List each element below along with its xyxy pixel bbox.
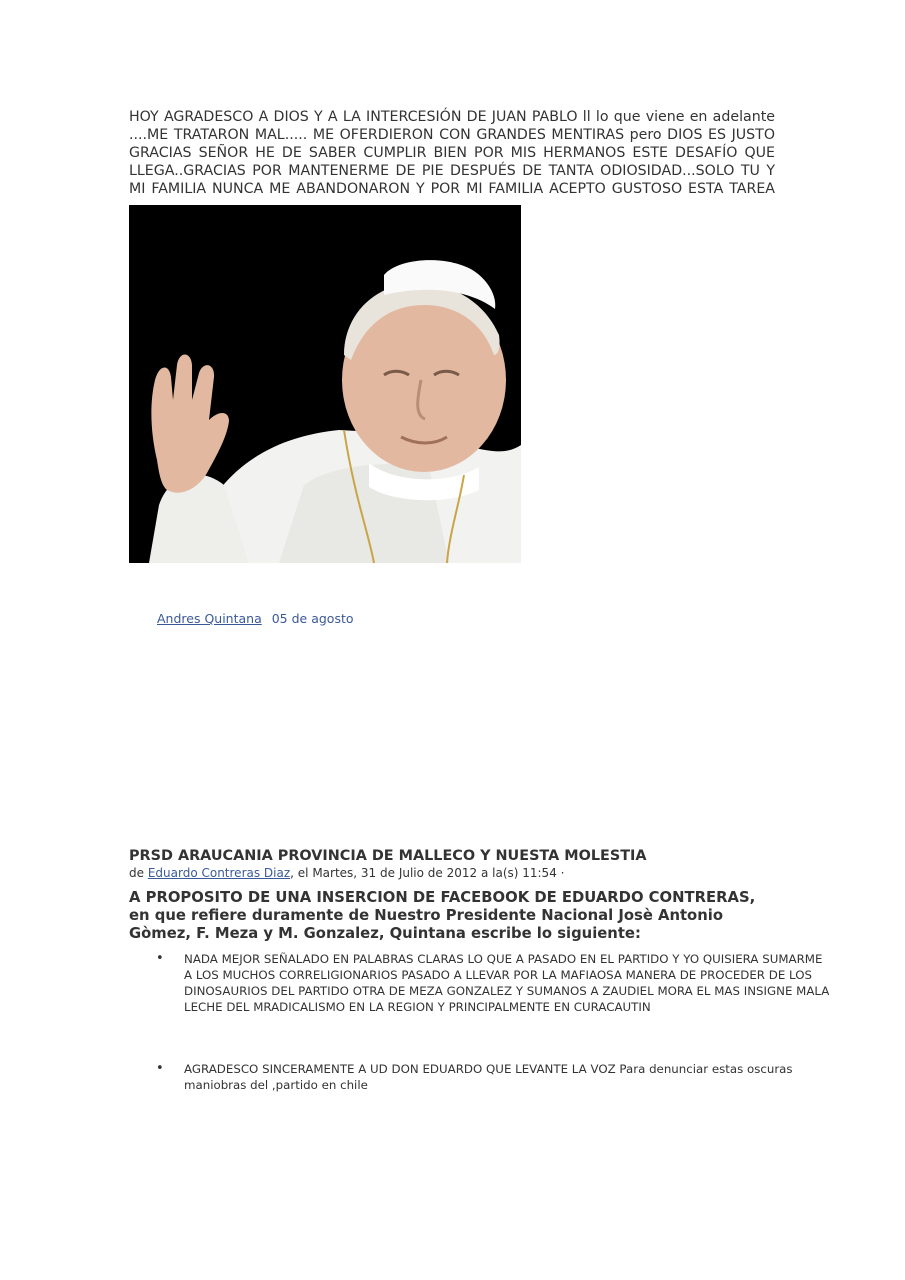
intro-paragraph: HOY AGRADESCO A DIOS Y A LA INTERCESIÓN DE JUAN PABLO ll lo que viene en adelante ....ME TRATARON MAL..... ME OFERDIERON CON GRANDES MENTIRAS pero DIOS ES JUSTO GRACIAS SEÑOR HE DE SABER CUMPLIR BIEN POR MIS HERMANOS ESTE DESAFÍO QUE LLEGA..GRACIAS POR MANTENERME DE PIE DESPUÉS DE TANTA ODIOSIDAD...SOLO TU Y MI FAMILIA NUNCA ME ABANDONARON Y POR MI FAMILIA ACEPTO GUSTOSO ESTA TAREA: [129, 109, 775, 197]
post-author-link[interactable]: Eduardo Contreras Diaz: [147, 866, 291, 880]
list-item: [129, 951, 834, 1015]
bullet-marker: •: [156, 951, 164, 966]
post-headline: A PROPOSITO DE UNA INSERCION DE FACEBOOK DE EDUARDO CONTRERAS, en que refiere duramente de Nuestro Presidente Nacional Josè Antonio Gòmez, F. Meza y M. Gonzalez, Quintana escribe lo siguiente:: [129, 889, 756, 942]
list-item-text: NADA MEJOR SEÑALADO EN PALABRAS CLARAS LO QUE A PASADO EN EL PARTIDO Y YO QUISIERA SUMARME A LOS MUCHOS CORRELIGIONARIOS PASADO A LLEVAR POR LA MAFIAOSA MANERA DE PROCEDER DE LOS DINOSAURIOS DEL PARTIDO OTRA DE MEZA GONZALEZ Y SUMANOS A ZAUDIEL MORA EL MAS INSIGNE MALA LECHE DEL MRADICALISMO EN LA REGION Y PRINCIPALMENTE EN CURACAUTIN: [184, 952, 830, 1014]
first-post-date[interactable]: 05 de agosto: [271, 611, 354, 626]
first-post-byline: [157, 611, 354, 626]
list-item-text: AGRADESCO SINCERAMENTE A UD DON EDUARDO QUE LEVANTE LA VOZ Para denunciar estas oscuras maniobras del ,partido en chile: [184, 1062, 793, 1092]
post-title: PRSD ARAUCANIA PROVINCIA DE MALLECO Y NUESTA MOLESTIA: [129, 848, 647, 864]
pope-photo: [129, 205, 521, 563]
bullet-marker: •: [156, 1061, 164, 1076]
post-meta: [129, 866, 564, 880]
post-meta-prefix: de: [129, 866, 148, 880]
pope-photo-illustration: [129, 205, 521, 563]
first-post-author-link[interactable]: Andres Quintana: [157, 611, 262, 626]
post-meta-date: , el Martes, 31 de Julio de 2012 a la(s) 11:54 ·: [290, 866, 565, 880]
list-item: [129, 1061, 834, 1093]
